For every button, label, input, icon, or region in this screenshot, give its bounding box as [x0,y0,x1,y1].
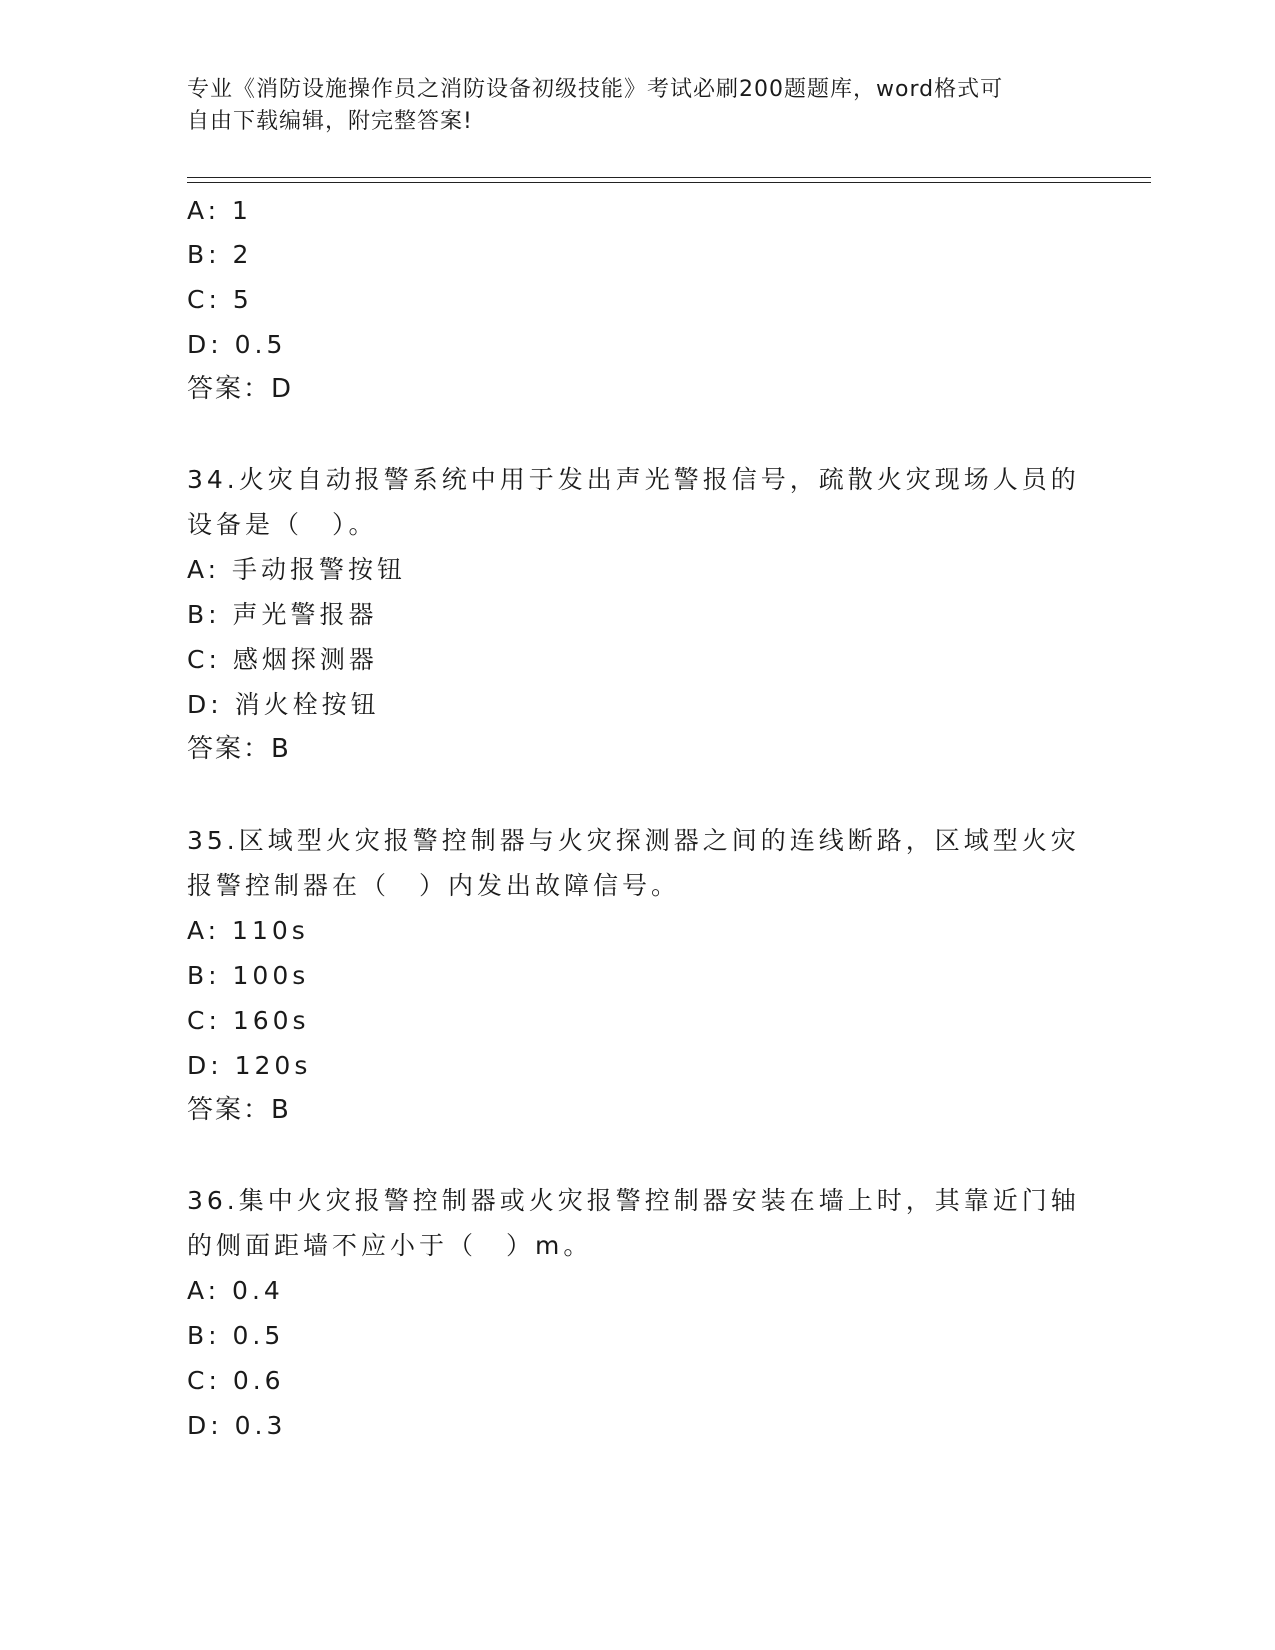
q33-option-c: C: 5 [187,285,253,314]
q35-stem-line-1: 35.区域型火灾报警控制器与火灾探测器之间的连线断路，区域型火灾 [187,826,1080,855]
q34-option-b: B: 声光警报器 [187,600,378,629]
header-line-2: 自由下载编辑，附完整答案! [187,109,473,134]
q33-option-b: B: 2 [187,240,253,269]
q34-option-c: C: 感烟探测器 [187,645,378,674]
header-divider-top [187,177,1151,178]
q35-option-d: D: 120s [187,1051,312,1080]
q35-option-a: A: 110s [187,916,309,945]
page-header [187,74,1087,138]
q36-option-a: A: 0.4 [187,1276,284,1305]
q35-option-b: B: 100s [187,961,310,990]
q33-option-a: A: 1 [187,196,252,225]
q36-option-b: B: 0.5 [187,1321,285,1350]
q33-option-d: D: 0.5 [187,330,287,359]
q35-answer: 答案：B [187,1095,291,1125]
q36-option-c: C: 0.6 [187,1366,285,1395]
q36-option-d: D: 0.3 [187,1411,287,1440]
q35-stem-line-2: 报警控制器在（ ）内发出故障信号。 [187,871,681,900]
q35-option-c: C: 160s [187,1006,310,1035]
header-divider-bottom [187,182,1151,183]
q36-stem-line-2: 的侧面距墙不应小于（ ）m。 [187,1231,593,1260]
q34-stem-line-1: 34.火灾自动报警系统中用于发出声光警报信号，疏散火灾现场人员的 [187,465,1080,494]
q34-option-a: A: 手动报警按钮 [187,555,407,584]
header-line-1: 专业《消防设施操作员之消防设备初级技能》考试必刷200题题库，word格式可 [187,77,1004,102]
q34-stem-line-2: 设备是（ ）。 [187,510,378,539]
q34-answer: 答案：B [187,734,291,764]
q33-answer: 答案：D [187,374,294,404]
q34-option-d: D: 消火栓按钮 [187,690,380,719]
q36-stem-line-1: 36.集中火灾报警控制器或火灾报警控制器安装在墙上时，其靠近门轴 [187,1186,1080,1215]
